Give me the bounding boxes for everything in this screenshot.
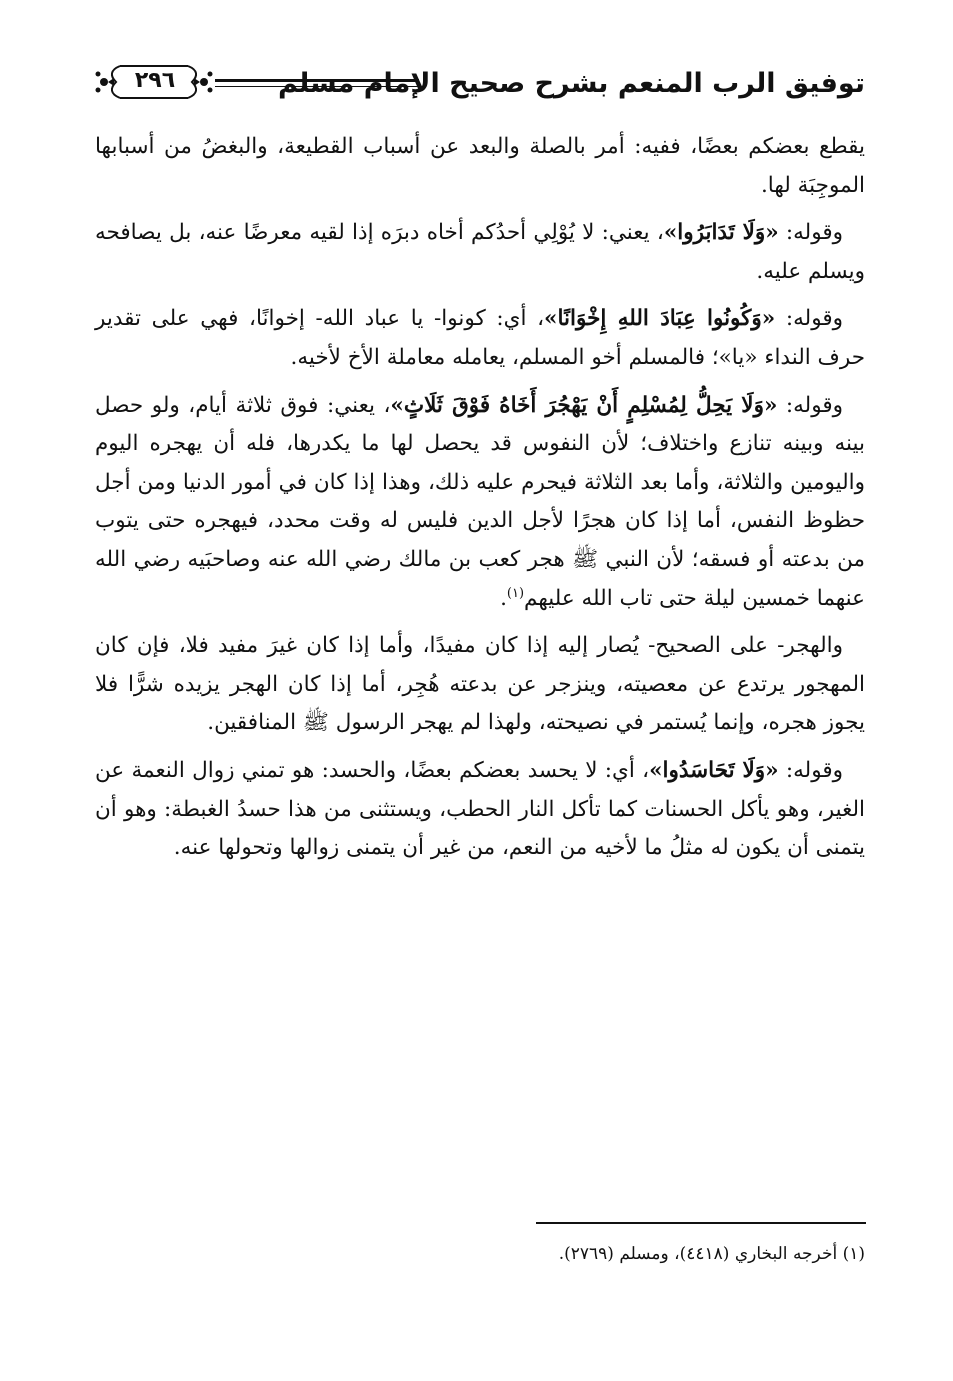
- paragraph-end: .: [500, 585, 507, 611]
- paragraph-4: [95, 387, 865, 619]
- footnote-reference[interactable]: (١): [506, 585, 525, 601]
- paragraph-6: [95, 752, 865, 868]
- paragraph-1: [95, 128, 865, 205]
- page-header: [90, 62, 865, 112]
- paragraph-5: [95, 627, 865, 743]
- paragraph-3: [95, 300, 865, 377]
- footnote: (١) أخرجه البخاري (٤٤١٨)، ومسلم (٢٧٦٩).: [558, 1244, 865, 1264]
- paragraph-text: ، أي: كونوا- يا عباد الله- إخوانًا، فهي على تقدير حرف النداء «يا»؛ فالمسلم أخو المسلم، يعامله معاملة الأخ لأخيه.: [95, 306, 865, 370]
- hadith-quote: «وَلَا يَحِلُّ لِمُسْلِمٍ أَنْ يَهْجُرَ أَخَاهُ فَوْقَ ثَلَاثٍ»: [390, 392, 778, 418]
- paragraph-text: ، يعني: لا يُوْلِي أحدُكم أخاه دبرَه إذا لقيه معرضًا عنه، بل يصافحه ويسلم عليه.: [95, 220, 865, 284]
- body-text: [95, 128, 865, 877]
- page-number-ornament: [90, 62, 218, 102]
- hadith-quote: «وَلَا تَدَابَرُوا»: [663, 220, 779, 246]
- paragraph-lead: وقوله:: [775, 306, 843, 332]
- paragraph-text: يقطع بعضكم بعضًا، ففيه: أمر بالصلة والبعد عن أسباب القطيعة، والبغضُ من أسبابها الموجِبَة لها.: [95, 134, 865, 198]
- paragraph-lead: وقوله:: [778, 757, 843, 783]
- paragraph-text: ، أي: لا يحسد بعضكم بعضًا، والحسد: هو تمني زوال النعمة عن الغير، وهو يأكل الحسنات كما تأكل النار الحطب، ويستثنى من هذا حسدُ الغبطة: وهو أن يتمنى أن يكون له مثلُ ما لأخيه من النعم، من غير أن يتمنى زوالها وتحولها عنه.: [95, 757, 865, 861]
- paragraph-text: والهجر- على الصحيح- يُصار إليه إذا كان مفيدًا، وأما إذا كان غيرَ مفيد فلا، فإن كان المهجور يرتدع عن معصيته، وينزجر عن بدعته هُجِر، أما إذا كان الهجر يزيده شرًّا فلا يجوز هجره، وإنما يُستمر في نصيحته، ولهذا لم يهجر الرسول ﷺ المنافقين.: [95, 633, 865, 736]
- hadith-quote: «وَلَا تَحَاسَدُوا»: [649, 757, 779, 783]
- footnote-separator: [536, 1222, 866, 1224]
- paragraph-text: ، يعني: فوق ثلاثة أيام، ولو حصل بينه وبينه تنازع واختلاف؛ لأن النفوس قد يحصل لها ما يكدرها، فله أن يهجره اليوم واليومين والثلاثة، وأما بعد الثلاثة فيحرم عليه ذلك، وهذا إذا كان في أمور الدنيا ومن أجل حظوظ النفس، أما إذا كان هجرًا لأجل الدين فليس له وقت محدد، فيهجره حتى يتوب من بدعته أو فسقه؛ لأن النبي ﷺ هجر كعب بن مالك رضي الله عنه وصاحبَيه رضي الله عنهما خمسين ليلة حتى تاب الله عليهم: [95, 392, 865, 611]
- paragraph-2: [95, 214, 865, 291]
- hadith-quote: «وَكُونُوا عِبَادَ اللهِ إِخْوَانًا»: [544, 306, 776, 332]
- book-title: توفيق الرب المنعم بشرح صحيح الإمام مسلم: [277, 68, 865, 99]
- paragraph-lead: وقوله:: [777, 392, 843, 418]
- page-number: ٢٩٦: [134, 68, 176, 93]
- paragraph-lead: وقوله:: [778, 220, 843, 246]
